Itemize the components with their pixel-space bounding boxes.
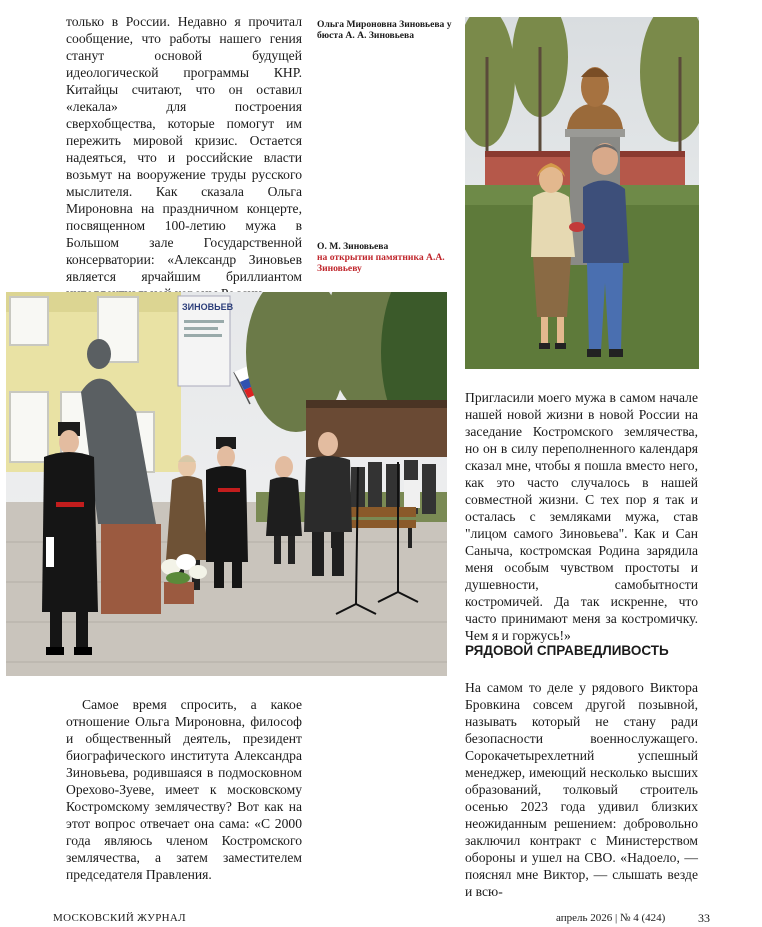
photo-caption-bust: [317, 19, 457, 41]
photo-bust-image: [465, 17, 699, 369]
footer-magazine-title: МОСКОВСКИЙ ЖУРНАЛ: [53, 912, 186, 924]
article-column-top-left: [66, 13, 302, 302]
caption-text: Ольга Мироновна Зиновьева у бюста А. А. Зиновьева: [317, 19, 452, 41]
photo-opening-image: [6, 292, 447, 676]
page-number: 33: [698, 911, 710, 925]
article-column-right-top: [465, 389, 698, 644]
article-paragraph: Самое время спросить, а какое отношение Ольга Мироновна, философ и общественный деятель, президент биографического института Александра Зиновьева, родившаяся в подмосковном Орехово-Зуеве, имеет к московскому Костромскому землячеству? Вот как на этот вопрос отвечает она сама: «С 2000 года являюсь членом Костромского землячества, а затем заместителем председателя Правления.: [66, 697, 302, 882]
article-column-bottom-left: [66, 696, 302, 883]
caption-name: О. М. Зиновьева: [317, 241, 389, 252]
article-paragraph: На самом то деле у рядового Виктора Бровкина совсем другой позывной, называть который не стану ради безопасности военнослужащего. Сорокачетырехлетний успешный менеджер, имеющий несколько высших образований, толковый строитель осенью 2023 года удивил близких неожиданным решением: добровольно заключил контракт с Министерством обороны и ушел на СВО. «Надоело, — пояснял мне Виктор, — слышать везде и всю-: [465, 680, 698, 899]
banner-title: ЗИНОВЬЕВ: [182, 302, 234, 312]
article-paragraph: только в России. Недавно я прочитал сообщение, что работы нашего гения станут основой будущей идеологической программы КНР. Китайцы считают, что он оставил «лекала» для построения сверхобщества, которые помогут им пережить мировой кризис. Остается надеяться, что и российские власти возьмут на вооружение труды русского мыслителя. Как сказала Ольга Мироновна на праздничном концерте, посвященном 100-летию мужа в Большом зале Государственной консерватории: «Александр Зиновьев является ярчайшим бриллиантом: [66, 14, 302, 284]
photo-opening-ceremony: [6, 292, 447, 676]
article-paragraph: Пригласили моего мужа в самом начале нашей новой жизни в новой России на заседание Костромского землячества, но он в силу переполненного календаря сказал мне, чтобы я пошла вместо него, как это часто случалось в нашей совместной жизни. С тех пор я так и осталась с земляками мужа, став "лицом самого Зиновьева". Как и Сан Саныча, костромская Родина зарядила меня особым чувством простоты и душевности, самобытности костромичей. Да так искренне, что часто принимают меня за костромичку. Чем я и горжусь!»: [465, 390, 698, 643]
photo-caption-opening: [317, 241, 457, 274]
footer-issue: апрель 2026 | № 4 (424): [556, 912, 666, 924]
article-column-right-bottom: [465, 679, 698, 900]
photo-bust: [465, 17, 699, 369]
section-heading: РЯДОВОЙ СПРАВЕДЛИВОСТЬ: [465, 643, 669, 658]
caption-red-text: на открытии памятника А.А. Зиновьеву: [317, 252, 445, 274]
